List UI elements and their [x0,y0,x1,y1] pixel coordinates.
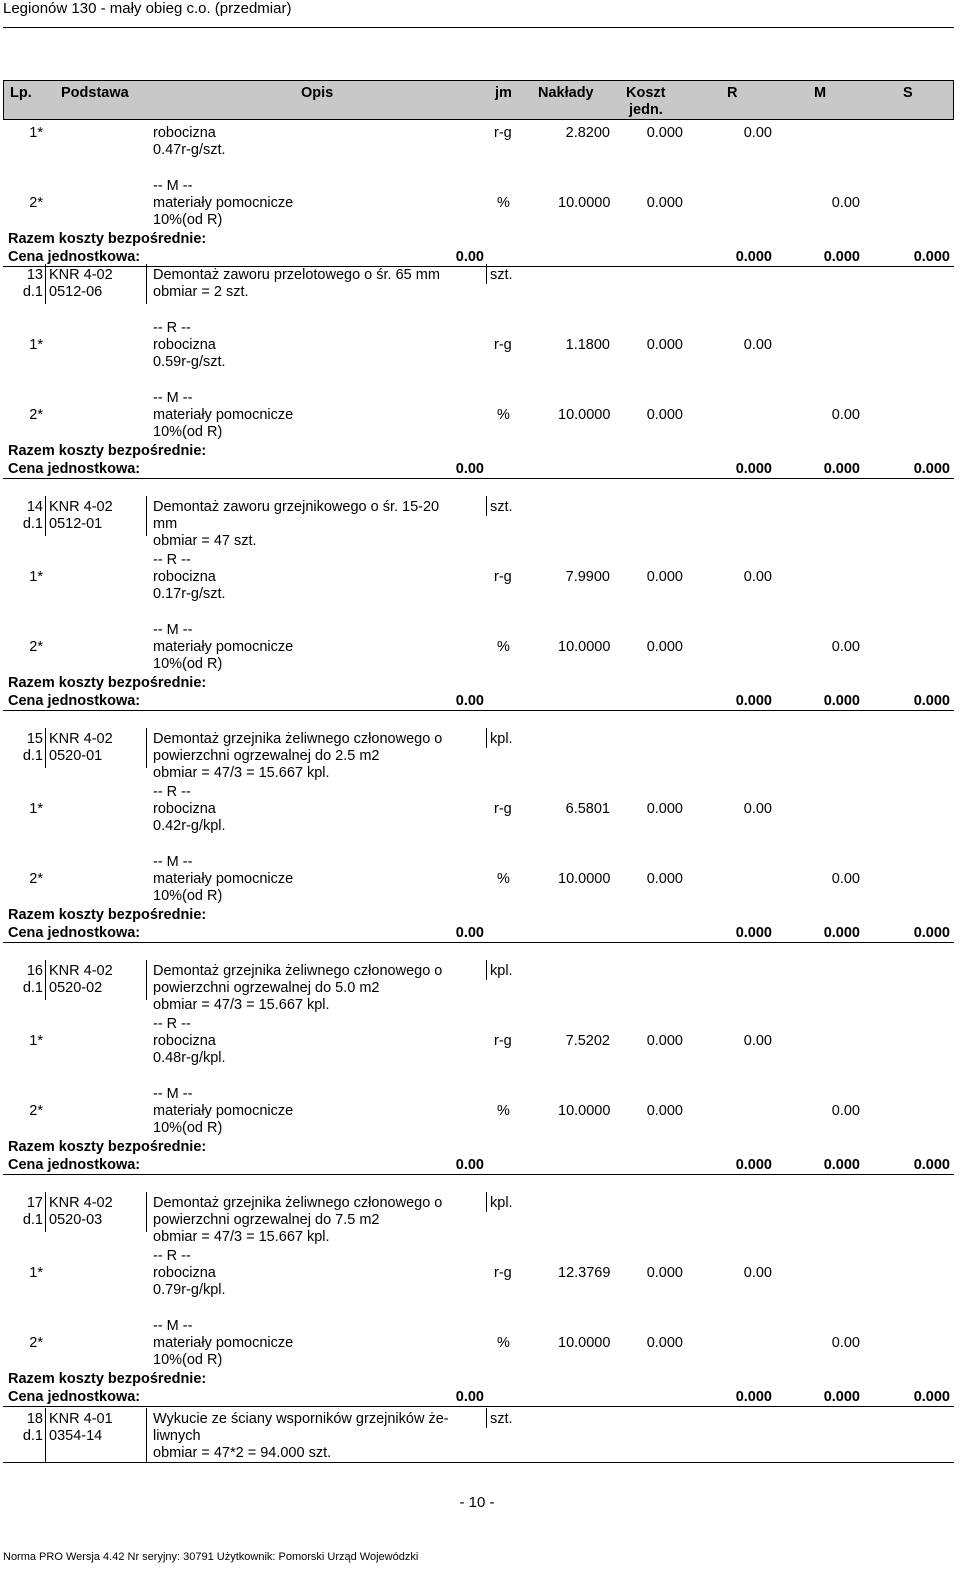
row-divider [3,1406,954,1407]
column-divider [45,264,46,304]
header-koszt-jedn: jedn. [629,102,663,118]
position-description: liwnych [153,1428,201,1444]
robocizna-norm: 0.17r-g/szt. [153,586,226,602]
cena-value: 0.00 [455,1157,484,1173]
m-marker: -- M -- [153,854,193,870]
materialy-label: materiały pomocnicze [153,407,294,423]
robocizna-koszt: 0.000 [646,1033,683,1049]
header-s: S [903,85,913,101]
column-divider [45,960,46,1000]
m-marker: -- M -- [153,1318,193,1334]
cena-s: 0.000 [913,461,950,477]
position-unit: szt. [490,499,513,515]
position-description: Demontaż zaworu grzejnikowego o śr. 15-20 [153,499,440,515]
cena-m: 0.000 [823,693,860,709]
position-unit: kpl. [490,731,513,747]
robocizna-lp: 1* [29,801,43,817]
header-opis: Opis [301,85,334,101]
robocizna-unit: r-g [494,337,512,353]
robocizna-lp: 1* [29,569,43,585]
title-divider [3,27,954,28]
cena-s: 0.000 [913,1157,950,1173]
robocizna-r: 0.00 [743,337,772,353]
column-divider [486,264,487,284]
r-marker: -- R -- [153,320,191,336]
header-lp: Lp. [10,85,32,101]
position-description: mm [153,516,178,532]
robocizna-unit: r-g [494,1265,512,1281]
cena-m: 0.000 [823,249,860,265]
footer-info: Norma PRO Wersja 4.42 Nr seryjny: 30791 Użytkownik: Pomorski Urząd Wojewódzki [3,1551,419,1563]
position-base: KNR 4-01 [49,1411,113,1427]
cena-s: 0.000 [913,693,950,709]
header-naklady: Nakłady [538,85,594,101]
robocizna-norm: 0.47r-g/szt. [153,142,226,158]
cena-label: Cena jednostkowa: [8,461,141,477]
column-divider [45,1192,46,1232]
column-divider [146,496,147,536]
position-obmiar: obmiar = 47 szt. [153,533,257,549]
razem-label: Razem koszty bezpośrednie: [8,675,207,691]
position-base-code: 0512-01 [49,516,103,532]
cena-r: 0.000 [735,249,772,265]
materialy-koszt: 0.000 [646,195,683,211]
cena-s: 0.000 [913,249,950,265]
position-description: Wykucie ze ściany wsporników grzejników że- [153,1411,449,1427]
robocizna-naklady: 12.3769 [558,1265,611,1281]
column-divider [146,960,147,1000]
materialy-label: materiały pomocnicze [153,871,294,887]
table-header [3,80,954,120]
cena-label: Cena jednostkowa: [8,1157,141,1173]
robocizna-label: robocizna [153,125,216,141]
cena-r: 0.000 [735,925,772,941]
position-description: Demontaż grzejnika żeliwnego członowego o [153,731,443,747]
m-marker: -- M -- [153,1086,193,1102]
materialy-naklady: 10.0000 [558,195,611,211]
cena-label: Cena jednostkowa: [8,249,141,265]
position-unit: kpl. [490,1195,513,1211]
robocizna-naklady: 6.5801 [565,801,610,817]
materialy-pct: 10%(od R) [153,1352,223,1368]
materialy-m: 0.00 [831,871,860,887]
materialy-m: 0.00 [831,195,860,211]
robocizna-koszt: 0.000 [646,801,683,817]
cena-r: 0.000 [735,1157,772,1173]
position-base-d: d.1 [22,284,43,300]
cena-r: 0.000 [735,461,772,477]
cena-value: 0.00 [455,461,484,477]
materialy-m: 0.00 [831,1335,860,1351]
cena-value: 0.00 [455,249,484,265]
razem-label: Razem koszty bezpośrednie: [8,443,207,459]
cena-value: 0.00 [455,1389,484,1405]
position-obmiar: obmiar = 47*2 = 94.000 szt. [153,1445,332,1461]
robocizna-unit: r-g [494,801,512,817]
row-divider [3,1174,954,1175]
robocizna-norm: 0.48r-g/kpl. [153,1050,226,1066]
robocizna-label: robocizna [153,1265,216,1281]
position-base-d: d.1 [22,1212,43,1228]
robocizna-r: 0.00 [743,1033,772,1049]
position-base-code: 0520-02 [49,980,103,996]
robocizna-lp: 1* [29,1265,43,1281]
robocizna-lp: 1* [29,337,43,353]
materialy-lp: 2* [29,1103,43,1119]
column-divider [45,496,46,536]
position-base-d: d.1 [22,516,43,532]
razem-label: Razem koszty bezpośrednie: [8,1371,207,1387]
cena-r: 0.000 [735,693,772,709]
materialy-naklady: 10.0000 [558,1335,611,1351]
materialy-unit: % [497,1103,510,1119]
position-number: 16 [26,963,43,979]
materialy-label: materiały pomocnicze [153,1103,294,1119]
column-divider [486,1192,487,1212]
position-base: KNR 4-02 [49,499,113,515]
materialy-pct: 10%(od R) [153,1120,223,1136]
robocizna-label: robocizna [153,337,216,353]
column-divider [146,1192,147,1232]
position-unit: kpl. [490,963,513,979]
materialy-m: 0.00 [831,639,860,655]
position-description: Demontaż grzejnika żeliwnego członowego o [153,1195,443,1211]
m-marker: -- M -- [153,178,193,194]
robocizna-r: 0.00 [743,125,772,141]
position-description: powierzchni ogrzewalnej do 7.5 m2 [153,1212,380,1228]
header-jm: jm [495,85,512,101]
materialy-unit: % [497,407,510,423]
materialy-koszt: 0.000 [646,871,683,887]
robocizna-naklady: 7.9900 [565,569,610,585]
cena-r: 0.000 [735,1389,772,1405]
materialy-lp: 2* [29,407,43,423]
materialy-koszt: 0.000 [646,407,683,423]
position-number: 18 [26,1411,43,1427]
robocizna-koszt: 0.000 [646,337,683,353]
materialy-lp: 2* [29,639,43,655]
cena-m: 0.000 [823,1157,860,1173]
materialy-unit: % [497,871,510,887]
materialy-m: 0.00 [831,407,860,423]
position-base-d: d.1 [22,980,43,996]
cena-m: 0.000 [823,925,860,941]
materialy-lp: 2* [29,1335,43,1351]
position-obmiar: obmiar = 47/3 = 15.667 kpl. [153,1229,330,1245]
razem-label: Razem koszty bezpośrednie: [8,231,207,247]
materialy-naklady: 10.0000 [558,871,611,887]
position-number: 17 [26,1195,43,1211]
position-obmiar: obmiar = 2 szt. [153,284,249,300]
column-divider [146,264,147,304]
robocizna-unit: r-g [494,1033,512,1049]
column-divider [486,496,487,516]
r-marker: -- R -- [153,784,191,800]
position-base-code: 0520-03 [49,1212,103,1228]
materialy-label: materiały pomocnicze [153,639,294,655]
position-description: Demontaż zaworu przelotowego o śr. 65 mm [153,267,440,283]
column-divider [486,728,487,748]
robocizna-lp: 1* [29,125,43,141]
header-podstawa: Podstawa [61,85,129,101]
materialy-pct: 10%(od R) [153,888,223,904]
materialy-pct: 10%(od R) [153,212,223,228]
header-koszt: Koszt [626,85,666,101]
position-base-code: 0520-01 [49,748,103,764]
materialy-unit: % [497,195,510,211]
robocizna-naklady: 7.5202 [565,1033,610,1049]
robocizna-unit: r-g [494,125,512,141]
robocizna-norm: 0.42r-g/kpl. [153,818,226,834]
robocizna-norm: 0.79r-g/kpl. [153,1282,226,1298]
position-obmiar: obmiar = 47/3 = 15.667 kpl. [153,765,330,781]
header-m: M [814,85,827,101]
materialy-naklady: 10.0000 [558,1103,611,1119]
materialy-naklady: 10.0000 [558,639,611,655]
row-divider [3,710,954,711]
razem-label: Razem koszty bezpośrednie: [8,1139,207,1155]
cena-label: Cena jednostkowa: [8,1389,141,1405]
r-marker: -- R -- [153,1016,191,1032]
robocizna-label: robocizna [153,1033,216,1049]
row-divider [3,478,954,479]
cena-label: Cena jednostkowa: [8,693,141,709]
cena-value: 0.00 [455,925,484,941]
m-marker: -- M -- [153,622,193,638]
materialy-m: 0.00 [831,1103,860,1119]
materialy-koszt: 0.000 [646,1335,683,1351]
materialy-label: materiały pomocnicze [153,1335,294,1351]
materialy-unit: % [497,639,510,655]
position-description: powierzchni ogrzewalnej do 5.0 m2 [153,980,380,996]
materialy-label: materiały pomocnicze [153,195,294,211]
position-number: 14 [26,499,43,515]
position-obmiar: obmiar = 47/3 = 15.667 kpl. [153,997,330,1013]
cena-value: 0.00 [455,693,484,709]
materialy-naklady: 10.0000 [558,407,611,423]
robocizna-unit: r-g [494,569,512,585]
materialy-koszt: 0.000 [646,1103,683,1119]
cena-label: Cena jednostkowa: [8,925,141,941]
materialy-koszt: 0.000 [646,639,683,655]
robocizna-koszt: 0.000 [646,125,683,141]
robocizna-naklady: 1.1800 [565,337,610,353]
razem-label: Razem koszty bezpośrednie: [8,907,207,923]
column-divider [486,960,487,980]
position-base: KNR 4-02 [49,963,113,979]
position-unit: szt. [490,1411,513,1427]
position-number: 15 [26,731,43,747]
position-base-code: 0512-06 [49,284,103,300]
row-divider [3,1462,954,1463]
robocizna-naklady: 2.8200 [565,125,610,141]
header-r: R [727,85,738,101]
materialy-lp: 2* [29,871,43,887]
position-base-code: 0354-14 [49,1428,103,1444]
materialy-lp: 2* [29,195,43,211]
robocizna-lp: 1* [29,1033,43,1049]
robocizna-label: robocizna [153,569,216,585]
materialy-pct: 10%(od R) [153,656,223,672]
position-description: powierzchni ogrzewalnej do 2.5 m2 [153,748,380,764]
document-title: Legionów 130 - mały obieg c.o. (przedmiar) [3,0,292,17]
robocizna-norm: 0.59r-g/szt. [153,354,226,370]
position-number: 13 [26,267,43,283]
position-base: KNR 4-02 [49,731,113,747]
position-description: Demontaż grzejnika żeliwnego członowego o [153,963,443,979]
materialy-unit: % [497,1335,510,1351]
r-marker: -- R -- [153,552,191,568]
m-marker: -- M -- [153,390,193,406]
column-divider [45,1408,46,1463]
robocizna-label: robocizna [153,801,216,817]
position-base-d: d.1 [22,1428,43,1444]
cena-m: 0.000 [823,461,860,477]
cena-m: 0.000 [823,1389,860,1405]
robocizna-r: 0.00 [743,569,772,585]
column-divider [146,728,147,768]
robocizna-r: 0.00 [743,1265,772,1281]
column-divider [486,1408,487,1428]
position-unit: szt. [490,267,513,283]
robocizna-koszt: 0.000 [646,1265,683,1281]
materialy-pct: 10%(od R) [153,424,223,440]
page-number: - 10 - [459,1494,495,1511]
robocizna-r: 0.00 [743,801,772,817]
row-divider [3,942,954,943]
position-base: KNR 4-02 [49,267,113,283]
cena-s: 0.000 [913,925,950,941]
r-marker: -- R -- [153,1248,191,1264]
position-base-d: d.1 [22,748,43,764]
position-base: KNR 4-02 [49,1195,113,1211]
column-divider [45,728,46,768]
cena-s: 0.000 [913,1389,950,1405]
robocizna-koszt: 0.000 [646,569,683,585]
column-divider [146,1408,147,1463]
